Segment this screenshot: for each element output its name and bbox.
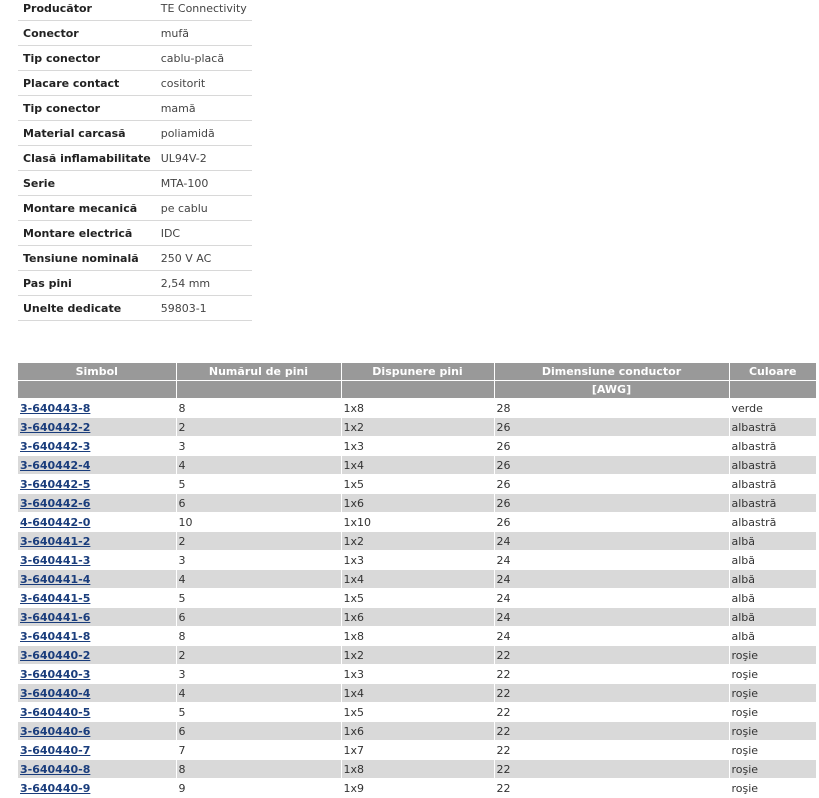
- pin-count-cell: 3: [176, 665, 341, 684]
- cable-color-cell: albastră: [729, 513, 816, 532]
- conductor-awg-cell: 26: [494, 437, 729, 456]
- table-row: [18, 570, 816, 589]
- table-row: [18, 589, 816, 608]
- table-row: [18, 684, 816, 703]
- table-row: [18, 418, 816, 437]
- spec-label: Placare contact: [18, 71, 156, 96]
- conductor-awg-cell: 24: [494, 589, 729, 608]
- pin-layout-cell: 1x3: [341, 437, 494, 456]
- product-symbol-link[interactable]: 3-640442-2: [20, 420, 91, 434]
- symbol-cell: [18, 532, 176, 551]
- pin-count-cell: 2: [176, 532, 341, 551]
- pin-count-cell: 6: [176, 494, 341, 513]
- table-row: [18, 437, 816, 456]
- spec-label: Tip conector: [18, 46, 156, 71]
- cable-color-cell: roşie: [729, 646, 816, 665]
- spec-row: [18, 46, 252, 71]
- spec-label: Conector: [18, 21, 156, 46]
- conductor-awg-cell: 22: [494, 722, 729, 741]
- pin-count-cell: 5: [176, 475, 341, 494]
- conductor-awg-cell: 22: [494, 646, 729, 665]
- table-row: [18, 665, 816, 684]
- symbol-cell: [18, 456, 176, 475]
- symbol-cell: [18, 627, 176, 646]
- symbol-cell: [18, 703, 176, 722]
- spec-row: [18, 171, 252, 196]
- table-row: [18, 532, 816, 551]
- conductor-awg-cell: 22: [494, 779, 729, 798]
- pin-count-cell: 3: [176, 551, 341, 570]
- symbol-cell: [18, 551, 176, 570]
- specs-body: [18, 0, 252, 321]
- spec-row: [18, 121, 252, 146]
- symbol-cell: [18, 589, 176, 608]
- spec-value: MTA-100: [156, 171, 252, 196]
- conductor-awg-cell: 22: [494, 703, 729, 722]
- pin-count-cell: 5: [176, 703, 341, 722]
- pin-layout-cell: 1x4: [341, 570, 494, 589]
- table-row: [18, 627, 816, 646]
- symbol-cell: [18, 608, 176, 627]
- conductor-awg-cell: 26: [494, 418, 729, 437]
- conductor-awg-cell: 24: [494, 627, 729, 646]
- pin-layout-cell: 1x6: [341, 722, 494, 741]
- cable-color-cell: albă: [729, 627, 816, 646]
- header-pins: Numărul de pini: [176, 363, 341, 381]
- table-row: [18, 646, 816, 665]
- table-row: [18, 399, 816, 418]
- product-symbol-link[interactable]: 3-640440-9: [20, 781, 91, 795]
- spec-value: UL94V-2: [156, 146, 252, 171]
- spec-value: poliamidă: [156, 121, 252, 146]
- spec-label: Montare electrică: [18, 221, 156, 246]
- subheader-empty: [176, 381, 341, 399]
- product-symbol-link[interactable]: 3-640442-4: [20, 458, 91, 472]
- symbol-cell: [18, 399, 176, 418]
- symbol-cell: [18, 494, 176, 513]
- table-row: [18, 456, 816, 475]
- table-row: [18, 722, 816, 741]
- symbol-cell: [18, 665, 176, 684]
- product-symbol-link[interactable]: 3-640440-6: [20, 724, 91, 738]
- symbol-cell: [18, 722, 176, 741]
- spec-row: [18, 146, 252, 171]
- subheader-empty: [18, 381, 176, 399]
- symbol-cell: [18, 513, 176, 532]
- pin-count-cell: 4: [176, 684, 341, 703]
- cable-color-cell: roşie: [729, 665, 816, 684]
- spec-row: [18, 221, 252, 246]
- cable-color-cell: roşie: [729, 741, 816, 760]
- table-row: [18, 513, 816, 532]
- conductor-awg-cell: 22: [494, 760, 729, 779]
- conductor-awg-cell: 26: [494, 494, 729, 513]
- symbol-cell: [18, 779, 176, 798]
- pin-count-cell: 5: [176, 589, 341, 608]
- cable-color-cell: albă: [729, 551, 816, 570]
- pin-count-cell: 3: [176, 437, 341, 456]
- cable-color-cell: albastră: [729, 437, 816, 456]
- pin-layout-cell: 1x6: [341, 494, 494, 513]
- product-symbol-link[interactable]: 3-640442-5: [20, 477, 91, 491]
- spec-value: cositorit: [156, 71, 252, 96]
- pin-layout-cell: 1x2: [341, 418, 494, 437]
- product-symbol-link[interactable]: 3-640440-8: [20, 762, 91, 776]
- pin-count-cell: 4: [176, 456, 341, 475]
- cable-color-cell: albă: [729, 608, 816, 627]
- header-color: Culoare: [729, 363, 816, 381]
- spec-label: Pas pini: [18, 271, 156, 296]
- pin-count-cell: 8: [176, 627, 341, 646]
- header-symbol: Simbol: [18, 363, 176, 381]
- cable-color-cell: albastră: [729, 494, 816, 513]
- spec-value: 2,54 mm: [156, 271, 252, 296]
- spec-label: Material carcasă: [18, 121, 156, 146]
- spec-value: cablu-placă: [156, 46, 252, 71]
- header-conductor: Dimensiune conductor: [494, 363, 729, 381]
- conductor-awg-cell: 28: [494, 399, 729, 418]
- symbol-cell: [18, 570, 176, 589]
- pin-layout-cell: 1x3: [341, 665, 494, 684]
- symbol-cell: [18, 646, 176, 665]
- cable-color-cell: albastră: [729, 418, 816, 437]
- spec-value: 59803-1: [156, 296, 252, 321]
- conductor-awg-cell: 22: [494, 741, 729, 760]
- spec-row: [18, 246, 252, 271]
- spec-value: TE Connectivity: [156, 0, 252, 21]
- pin-count-cell: 6: [176, 722, 341, 741]
- product-symbol-link[interactable]: 3-640442-6: [20, 496, 91, 510]
- products-header: [18, 363, 816, 399]
- table-row: [18, 779, 816, 798]
- conductor-awg-cell: 22: [494, 684, 729, 703]
- spec-label: Tensiune nominală: [18, 246, 156, 271]
- header-row: [18, 363, 816, 381]
- conductor-awg-cell: 24: [494, 551, 729, 570]
- subheader-empty: [729, 381, 816, 399]
- conductor-awg-cell: 22: [494, 665, 729, 684]
- pin-count-cell: 8: [176, 399, 341, 418]
- product-symbol-link[interactable]: 3-640442-3: [20, 439, 91, 453]
- spec-label: Clasă inflamabilitate: [18, 146, 156, 171]
- spec-row: [18, 271, 252, 296]
- product-symbol-link[interactable]: 3-640441-8: [20, 629, 91, 643]
- pin-layout-cell: 1x8: [341, 627, 494, 646]
- header-layout: Dispunere pini: [341, 363, 494, 381]
- cable-color-cell: albastră: [729, 475, 816, 494]
- table-row: [18, 494, 816, 513]
- pin-layout-cell: 1x2: [341, 532, 494, 551]
- pin-layout-cell: 1x5: [341, 475, 494, 494]
- pin-layout-cell: 1x4: [341, 456, 494, 475]
- product-symbol-link[interactable]: 4-640442-0: [20, 515, 91, 529]
- product-symbol-link[interactable]: 3-640440-4: [20, 686, 91, 700]
- product-symbol-link[interactable]: 3-640443-8: [20, 401, 91, 415]
- spec-value: IDC: [156, 221, 252, 246]
- symbol-cell: [18, 684, 176, 703]
- pin-count-cell: 8: [176, 760, 341, 779]
- table-row: [18, 475, 816, 494]
- subheader-awg: [AWG]: [494, 381, 729, 399]
- spec-label: Tip conector: [18, 96, 156, 121]
- specs-table: [18, 0, 252, 321]
- cable-color-cell: roşie: [729, 684, 816, 703]
- pin-layout-cell: 1x4: [341, 684, 494, 703]
- pin-count-cell: 4: [176, 570, 341, 589]
- table-row: [18, 741, 816, 760]
- pin-layout-cell: 1x8: [341, 399, 494, 418]
- pin-count-cell: 6: [176, 608, 341, 627]
- spec-row: [18, 0, 252, 21]
- spec-value: mamă: [156, 96, 252, 121]
- pin-count-cell: 2: [176, 646, 341, 665]
- pin-count-cell: 7: [176, 741, 341, 760]
- cable-color-cell: albastră: [729, 456, 816, 475]
- pin-layout-cell: 1x9: [341, 779, 494, 798]
- pin-count-cell: 9: [176, 779, 341, 798]
- products-body: [18, 399, 816, 798]
- spec-label: Montare mecanică: [18, 196, 156, 221]
- table-row: [18, 703, 816, 722]
- product-symbol-link[interactable]: 3-640441-4: [20, 572, 91, 586]
- cable-color-cell: verde: [729, 399, 816, 418]
- pin-layout-cell: 1x3: [341, 551, 494, 570]
- pin-layout-cell: 1x5: [341, 589, 494, 608]
- product-symbol-link[interactable]: 3-640440-5: [20, 705, 91, 719]
- pin-layout-cell: 1x5: [341, 703, 494, 722]
- spec-label: Producător: [18, 0, 156, 21]
- symbol-cell: [18, 741, 176, 760]
- spec-label: Unelte dedicate: [18, 296, 156, 321]
- spec-value: mufă: [156, 21, 252, 46]
- conductor-awg-cell: 24: [494, 570, 729, 589]
- product-symbol-link[interactable]: 3-640440-2: [20, 648, 91, 662]
- table-row: [18, 608, 816, 627]
- product-symbol-link[interactable]: 3-640441-6: [20, 610, 91, 624]
- conductor-awg-cell: 26: [494, 456, 729, 475]
- symbol-cell: [18, 418, 176, 437]
- pin-count-cell: 2: [176, 418, 341, 437]
- cable-color-cell: albă: [729, 570, 816, 589]
- cable-color-cell: roşie: [729, 703, 816, 722]
- product-symbol-link[interactable]: 3-640440-7: [20, 743, 91, 757]
- pin-layout-cell: 1x7: [341, 741, 494, 760]
- subheader-empty: [341, 381, 494, 399]
- symbol-cell: [18, 475, 176, 494]
- cable-color-cell: roşie: [729, 760, 816, 779]
- symbol-cell: [18, 437, 176, 456]
- conductor-awg-cell: 26: [494, 513, 729, 532]
- spec-row: [18, 21, 252, 46]
- product-symbol-link[interactable]: 3-640440-3: [20, 667, 91, 681]
- pin-layout-cell: 1x10: [341, 513, 494, 532]
- table-row: [18, 760, 816, 779]
- spec-row: [18, 296, 252, 321]
- pin-layout-cell: 1x6: [341, 608, 494, 627]
- spec-value: 250 V AC: [156, 246, 252, 271]
- spec-label: Serie: [18, 171, 156, 196]
- products-table: [18, 363, 816, 798]
- cable-color-cell: roşie: [729, 779, 816, 798]
- conductor-awg-cell: 24: [494, 532, 729, 551]
- spec-row: [18, 196, 252, 221]
- product-symbol-link[interactable]: 3-640441-5: [20, 591, 91, 605]
- table-row: [18, 551, 816, 570]
- symbol-cell: [18, 760, 176, 779]
- conductor-awg-cell: 24: [494, 608, 729, 627]
- cable-color-cell: albă: [729, 589, 816, 608]
- cable-color-cell: roşie: [729, 722, 816, 741]
- conductor-awg-cell: 26: [494, 475, 729, 494]
- subheader-row: [18, 381, 816, 399]
- pin-layout-cell: 1x2: [341, 646, 494, 665]
- product-symbol-link[interactable]: 3-640441-3: [20, 553, 91, 567]
- spec-row: [18, 96, 252, 121]
- pin-layout-cell: 1x8: [341, 760, 494, 779]
- cable-color-cell: albă: [729, 532, 816, 551]
- product-symbol-link[interactable]: 3-640441-2: [20, 534, 91, 548]
- pin-count-cell: 10: [176, 513, 341, 532]
- spec-value: pe cablu: [156, 196, 252, 221]
- spec-row: [18, 71, 252, 96]
